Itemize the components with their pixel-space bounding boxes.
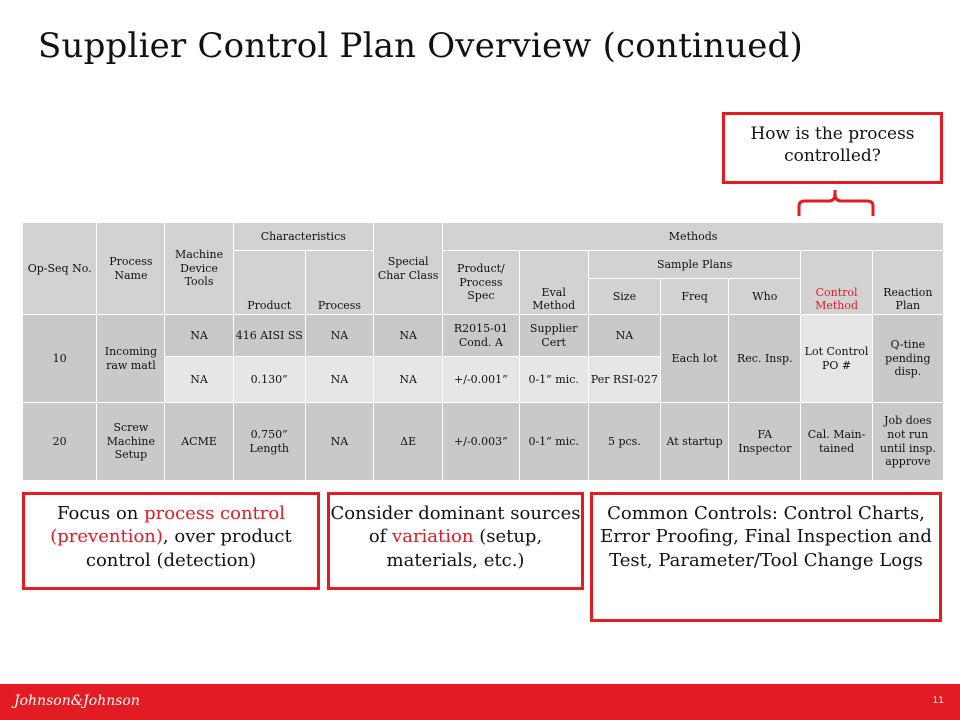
header-sample-plans: Sample Plans bbox=[588, 251, 801, 279]
callout-line-2: controlled? bbox=[784, 146, 881, 167]
callout-text: Focus on bbox=[57, 503, 145, 524]
cell-product: 0.750” Length bbox=[233, 403, 305, 481]
page-number: 11 bbox=[932, 696, 944, 706]
cell-product: 0.130” bbox=[233, 357, 305, 403]
control-plan-table bbox=[22, 222, 944, 481]
page-title: Supplier Control Plan Overview (continued) bbox=[38, 26, 803, 66]
cell-machine: NA bbox=[165, 315, 233, 357]
cell-process-name: Incoming raw matl bbox=[97, 315, 165, 403]
header-characteristics: Characteristics bbox=[233, 223, 373, 251]
header-product: Product bbox=[233, 251, 305, 315]
cell-reaction-plan: Q-tine pending disp. bbox=[872, 315, 943, 403]
cell-machine: NA bbox=[165, 357, 233, 403]
header-product-process-spec: Product/ Process Spec bbox=[443, 251, 519, 315]
header-reaction-plan: Reaction Plan bbox=[872, 251, 943, 315]
cell-who: Rec. Insp. bbox=[729, 315, 801, 403]
header-freq: Freq bbox=[661, 279, 729, 315]
cell-op-seq: 20 bbox=[23, 403, 97, 481]
cell-size: Per RSI-027 bbox=[588, 357, 660, 403]
callout-highlight: variation bbox=[392, 526, 474, 548]
cell-special: NA bbox=[374, 357, 443, 403]
cell-process: NA bbox=[305, 403, 373, 481]
cell-who: FA Inspector bbox=[729, 403, 801, 481]
cell-special: NA bbox=[374, 315, 443, 357]
callout-variation-sources bbox=[327, 492, 584, 590]
callout-line-1: How is the process bbox=[750, 124, 915, 144]
header-op-seq: Op-Seq No. bbox=[23, 223, 97, 315]
header-eval-method: Eval Method bbox=[519, 251, 588, 315]
callout-text: , over product control (detection) bbox=[85, 526, 292, 571]
cell-freq: At startup bbox=[661, 403, 729, 481]
header-control-method: Control Method bbox=[801, 251, 872, 315]
cell-op-seq: 10 bbox=[23, 315, 97, 403]
callout-common-controls bbox=[590, 492, 942, 622]
cell-size: NA bbox=[588, 315, 660, 357]
cell-special: ΔE bbox=[374, 403, 443, 481]
cell-machine: ACME bbox=[165, 403, 233, 481]
table-row bbox=[23, 315, 944, 357]
header-size: Size bbox=[588, 279, 660, 315]
cell-control-method: Cal. Main-tained bbox=[801, 403, 872, 481]
header-machine-device-tools: Machine Device Tools bbox=[165, 223, 233, 315]
cell-reaction-plan: Job does not run until insp. approve bbox=[872, 403, 943, 481]
table-row bbox=[23, 403, 944, 481]
cell-freq: Each lot bbox=[661, 315, 729, 403]
cell-spec: +/-0.001” bbox=[443, 357, 519, 403]
header-process: Process bbox=[305, 251, 373, 315]
callout-process-control-focus bbox=[22, 492, 320, 590]
bracket-icon bbox=[797, 188, 875, 218]
header-special-char-class: Special Char Class bbox=[374, 223, 443, 315]
cell-eval: 0-1” mic. bbox=[519, 403, 588, 481]
cell-size: 5 pcs. bbox=[588, 403, 660, 481]
cell-eval: Supplier Cert bbox=[519, 315, 588, 357]
cell-control-method: Lot Control PO # bbox=[801, 315, 872, 403]
header-who: Who bbox=[729, 279, 801, 315]
header-process-name: Process Name bbox=[97, 223, 165, 315]
cell-spec: +/-0.003” bbox=[443, 403, 519, 481]
cell-process: NA bbox=[305, 357, 373, 403]
callout-process-controlled bbox=[722, 112, 943, 184]
callout-highlight: process control bbox=[144, 503, 285, 524]
cell-spec: R2015-01 Cond. A bbox=[443, 315, 519, 357]
callout-highlight: (prevention) bbox=[50, 526, 163, 548]
cell-process-name: Screw Machine Setup bbox=[97, 403, 165, 481]
header-methods: Methods bbox=[443, 223, 944, 251]
cell-eval: 0-1” mic. bbox=[519, 357, 588, 403]
company-logo: Johnson&Johnson bbox=[14, 693, 140, 709]
footer-bar bbox=[0, 684, 960, 720]
callout-text: Common Controls: Control Charts, Error Proofing, Final Inspection and Test, Parameter/Tool Change Logs bbox=[600, 503, 932, 571]
callout-text: Consider dominant sources of bbox=[330, 503, 581, 548]
callout-text: (setup, materials, etc.) bbox=[386, 526, 543, 571]
cell-process: NA bbox=[305, 315, 373, 357]
cell-product: 416 AISI SS bbox=[233, 315, 305, 357]
